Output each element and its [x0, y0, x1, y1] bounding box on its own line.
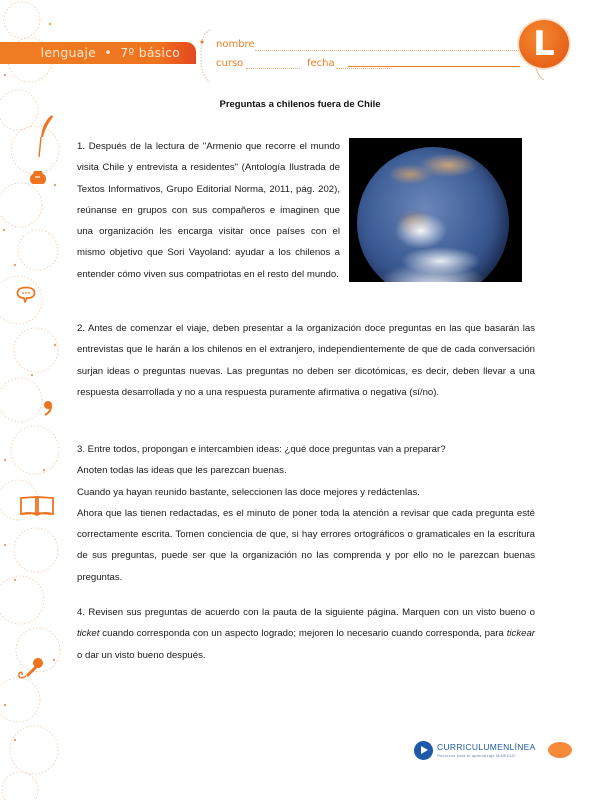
subject-badge: L — [519, 20, 569, 68]
inkwell-icon — [29, 169, 49, 185]
play-arrow-icon — [414, 741, 433, 760]
instruction-3-line-3: Cuando ya hayan reunido bastante, seleccionen las doce mejores y redáctenlas. — [77, 486, 420, 498]
instruction-2-text: 2. Antes de comenzar el viaje, deben presentar a la organización doce preguntas en las que basarán las entrevistas que le harán a los chilenos en el extranjero, independientemente de que de cada conversación surjan ideas o preguntas nuevas. Las preguntas no deben ser dicotómicas, es decir, deben llevar a una respuesta desarrollada y no a una respuesta puramente afirmativa o negativa (sí/no). — [77, 323, 535, 398]
instruction-4-part-1: 4. Revisen sus preguntas de acuerdo con la pauta de la siguiente página. Marquen con un visto bueno o — [77, 607, 535, 618]
quill-pen-icon — [36, 113, 56, 161]
instruction-3-line-1: 3. Entre todos, propongan e intercambien ideas: ¿qué doce preguntas van a preparar? — [77, 444, 446, 455]
course-field[interactable] — [246, 68, 300, 69]
subject-grade-label: lenguaje • 7º básico — [40, 45, 180, 60]
ticket-term: ticket — [77, 628, 100, 640]
instruction-3 — [77, 439, 535, 588]
instruction-4-text — [77, 602, 535, 666]
instruction-4 — [77, 602, 535, 666]
subject-grade-banner — [0, 42, 196, 64]
instruction-4-part-2: cuando corresponda con un aspecto logrado; mejoren lo necesario cuando corresponda, para — [99, 628, 507, 640]
earth-globe — [357, 147, 509, 282]
instruction-2 — [77, 318, 535, 403]
logo-subtext: Recursos para el aprendizaje MINEDUC — [437, 753, 517, 758]
instruction-1 — [77, 136, 340, 285]
document-title: Preguntas a chilenos fuera de Chile — [219, 99, 381, 110]
page-marker — [548, 742, 572, 758]
header-underline — [348, 66, 520, 67]
tickear-term: tickear — [506, 628, 535, 640]
name-label: nombre — [216, 39, 255, 50]
open-book-icon — [19, 494, 55, 516]
instruction-3-line-2: Anoten todas las ideas que les parezcan buenas. — [77, 465, 287, 477]
date-label: fecha — [307, 58, 335, 69]
microphone-icon — [16, 657, 46, 681]
instruction-4-part-3: o dar un visto bueno después. — [77, 649, 206, 661]
name-field[interactable] — [255, 50, 517, 51]
curriculum-en-linea-logo[interactable] — [414, 740, 544, 762]
logo-text: CURRICULUMENLÍNEA — [437, 742, 536, 752]
speech-bubble-icon — [16, 286, 36, 303]
date-field[interactable] — [336, 68, 392, 69]
instruction-3-line-4: Ahora que las tienen redactadas, es el minuto de poner toda la atención a revisar que cada pregunta esté correctamente escrita. Tomen conciencia de que, si hay errores ortográficos o gramaticales en la escritura de sus preguntas, puede ser que la organización no las comprenda y por ello no le parezcan buenas preguntas. — [77, 507, 535, 583]
earth-photo — [349, 138, 522, 282]
instruction-1-text: 1. Después de la lectura de "Armenio que recorre el mundo visita Chile y entrevista a residentes" (Antología Ilustrada de Textos Informativos, Grupo Editorial Norma, 2011, pág. 202), reúnanse en grupos con sus compañeros e imaginen que una organización les encarga visitar once países con el mismo objetivo que Sori Vayoland: ayudar a los chilenos a entender cómo viven sus compatriotas en el resto del mundo. — [77, 141, 340, 280]
course-label: curso — [216, 58, 244, 69]
comma-icon — [43, 400, 53, 416]
